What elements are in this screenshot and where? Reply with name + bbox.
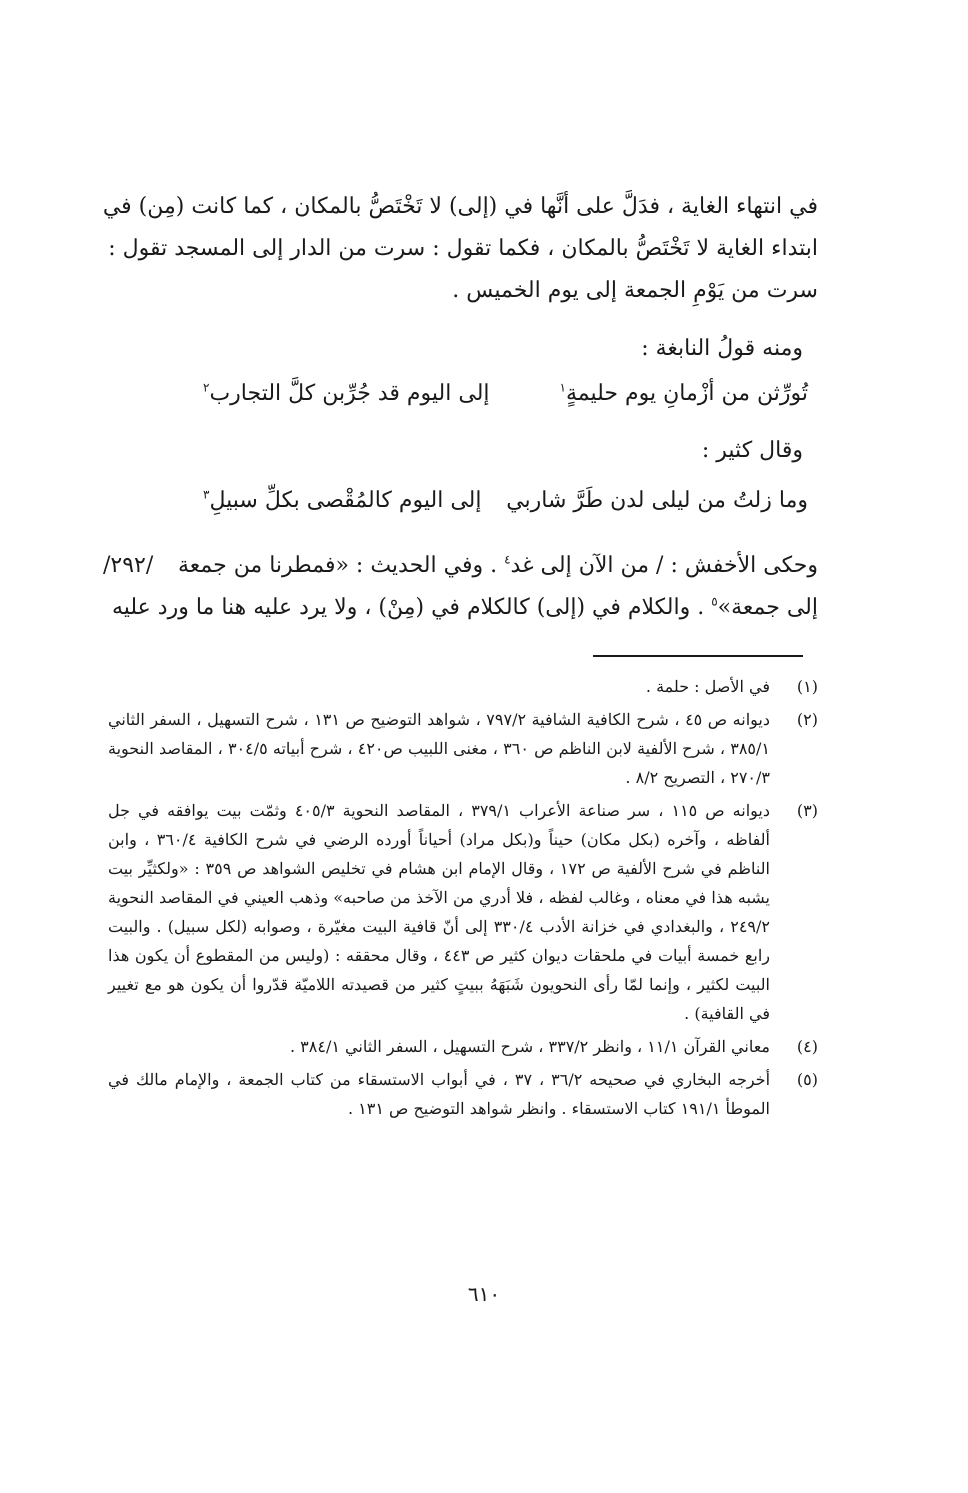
verse-line-nabigha	[203, 373, 808, 415]
footnote-number: (٤)	[796, 1037, 818, 1056]
footnote-text: ديوانه ص ١١٥ ، سر صناعة الأعراب ٣٧٩/١ ، المقاصد النحوية ٤٠٥/٣ وثمّت بيت يوافقه في جل ألفاظه ، وآخره (بكل مكان) حيناً و(بكل مراد) أحياناً أورده الرضي في شرح الكافية ٣٦٠/٤ ، وابن الناظم في شرح الألفية ص ١٧٢ ، وقال الإمام ابن هشام في تخليص الشواهد ص ٣٥٩ : «ولكثيِّر بيت يشبه هذا في معناه ، وغالب لفظه ، فلا أدري من الآخذ من صاحبه» وذهب العيني في المقاصد النحوية ٢٤٩/٢ ، والبغدادي في خزانة الأدب ٣٣٠/٤ إلى أنّ قافية البيت مغيّرة ، وصوابه (لكل سبيل) . والبيت رابع خمسة أبيات في ملحقات ديوان كثير ص ٤٤٣ ، وقال محققه : (وليس من المقطوع أن يكون هذا البيت لكثير ، وإنما لمّا رأى النحويون شَبَهَهُ ببيتٍ كثير من قصيدته اللاميّة قدّروا أن يكون هو مع تغيير في القافية) .	[108, 801, 771, 1023]
body-text: إلى جمعة»	[717, 595, 818, 620]
body-paragraph-1	[102, 186, 818, 312]
footnote-text: أخرجه البخاري في صحيحه ٣٦/٢ ، ٣٧ ، في أبواب الاستسقاء من كتاب الجمعة ، والإمام مالك في الموطأ ١٩١/١ كتاب الاستسقاء . وانظر شواهد التوضيح ص ١٣١ .	[108, 1070, 771, 1118]
body-line: ابتداء الغاية لا تَخْتَصُّ بالمكان ، فكما تقول : سرت من الدار إلى المسجد تقول :	[108, 236, 818, 261]
body-text: . وفي الحديث : «فمطرنا من جمعة	[177, 553, 505, 578]
body-line	[111, 587, 818, 629]
footnote-ref: ٤	[504, 552, 511, 567]
body-line	[177, 545, 818, 587]
body-text: وحكى الأخفش : / من الآن إلى غد	[510, 553, 818, 578]
footnote-ref: ١	[559, 380, 566, 395]
margin-page-reference: /٢٩٢/	[103, 553, 154, 578]
verse-line-kuthayyir	[203, 480, 808, 522]
verse-intro-kuthayyir: وقال كثير :	[701, 438, 803, 463]
footnote	[108, 1032, 818, 1061]
footnote	[108, 1065, 818, 1123]
footnote	[108, 705, 818, 792]
footnote-separator	[593, 655, 803, 657]
verse-hemistich-second	[203, 373, 490, 415]
footnotes	[108, 672, 818, 1127]
body-line: في انتهاء الغاية ، فدَلَّ على أنَّها في (إلى) لا تَخْتَصُّ بالمكان ، كما كانت (مِن) في	[102, 194, 818, 219]
footnote-text: في الأصل : حلمة .	[645, 677, 770, 696]
verse-intro-nabigha: ومنه قولُ النابغة :	[641, 336, 803, 361]
footnote-ref: ٣	[203, 487, 210, 502]
verse-text: تُورِّثن من أزْمانِ يوم حليمةٍ	[565, 381, 808, 406]
footnote-number: (٢)	[796, 710, 818, 729]
verse-text: إلى اليوم كالمُقْصى بكلِّ سبيلِ	[209, 488, 482, 513]
footnote-text: معاني القرآن ١١/١ ، وانظر ٣٣٧/٢ ، شرح التسهيل ، السفر الثاني ٣٨٤/١ .	[290, 1037, 770, 1056]
footnote	[108, 796, 818, 1028]
footnote-number: (١)	[796, 677, 818, 696]
footnote-text: ديوانه ص ٤٥ ، شرح الكافية الشافية ٧٩٧/٢ ، شواهد التوضيح ص ١٣١ ، شرح التسهيل ، السفر الثاني ٣٨٥/١ ، شرح الألفية لابن الناظم ص ٣٦٠ ، مغنى اللبيب ص٤٢٠ ، شرح أبياته ٣٠٤/٥ ، المقاصد النحوية ٢٧٠/٣ ، التصريح ٨/٢ .	[108, 710, 771, 787]
verse-text: إلى اليوم قد جُرِّبن كلَّ التجارب	[209, 381, 490, 406]
footnote	[108, 672, 818, 701]
footnote-number: (٥)	[796, 1070, 818, 1089]
footnote-ref: ٥	[711, 594, 718, 609]
footnote-number: (٣)	[796, 801, 818, 820]
body-text: . والكلام في (إلى) كالكلام في (مِنْ) ، ولا يرد عليه هنا ما ورد عليه	[111, 595, 712, 620]
verse-hemistich-second	[203, 480, 481, 522]
verse-hemistich-first: وما زلتُ من ليلى لدن طَرَّ شاربي	[506, 488, 808, 513]
page-number: ٦١٠	[467, 1282, 501, 1306]
footnote-ref: ٢	[203, 380, 210, 395]
body-line: سرت من يَوْمِ الجمعة إلى يوم الخميس .	[452, 278, 818, 303]
verse-hemistich-first	[560, 373, 808, 415]
